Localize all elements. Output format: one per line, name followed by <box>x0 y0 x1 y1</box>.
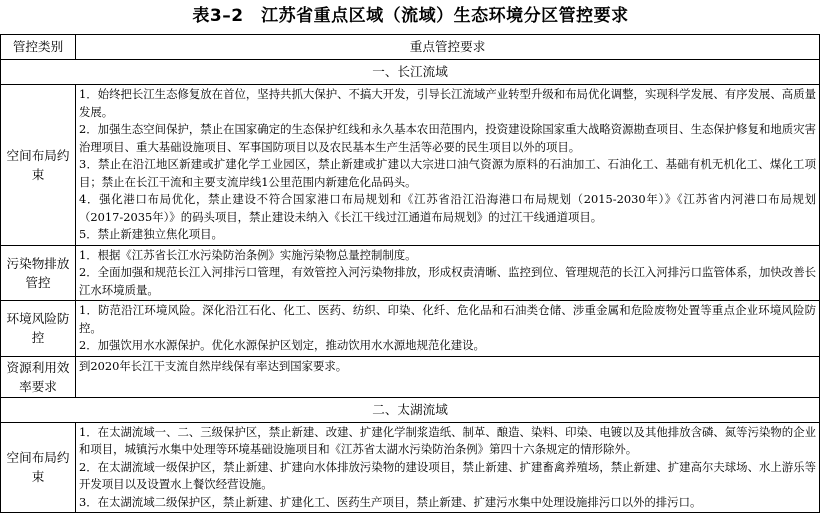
requirements-cell <box>76 422 820 513</box>
requirement-item: 1．在太湖流域一、二、三级保护区，禁止新建、改建、扩建化学制浆造纸、制革、酿造、染料、印染、电镀以及其他排放含磷、氮等污染物的企业和项目，城镇污水集中处理等环境基础设施项目和《江苏省太湖水污染防治条例》第四十六条规定的情形除外。 <box>79 424 816 456</box>
category-cell: 资源利用效率要求 <box>1 356 76 397</box>
requirement-item: 2．全面加强和规范长江入河排污口管理，有效管控入河污染物排放，形成权责清晰、监控到位、管理规范的长江入河排污口监管体系，加快改善长江水环境质量。 <box>79 265 816 297</box>
table-title: 表3–2 江苏省重点区域（流域）生态环境分区管控要求 <box>192 6 629 26</box>
requirement-item: 2．在太湖流域一级保护区，禁止新建、扩建向水体排放污染物的建设项目，禁止新建、扩建畜禽养殖场，禁止新建、扩建高尔夫球场、水上游乐等开发项目以及设置水上餐饮经营设施。 <box>79 459 816 491</box>
requirements-cell <box>76 85 820 246</box>
control-requirements-table <box>0 34 820 513</box>
section-row <box>1 397 820 422</box>
requirement-item: 4．强化港口布局优化，禁止建设不符合国家港口布局规划和《江苏省沿江沿海港口布局规划（2015-2030年）》《江苏省内河港口布局规划（2017-2035年）》的码头项目，禁止建设未纳入《长江干线过江通道布局规划》的过江干线通道项目。 <box>79 192 816 224</box>
category-cell: 污染物排放管控 <box>1 245 76 301</box>
requirement-item: 1．始终把长江生态修复放在首位，坚持共抓大保护、不搞大开发，引导长江流域产业转型升级和布局优化调整，实现科学发展、有序发展、高质量发展。 <box>79 87 816 119</box>
header-category: 管控类别 <box>1 35 76 60</box>
section-heading: 一、长江流域 <box>1 60 820 85</box>
requirement-item: 1．根据《江苏省长江水污染防治条例》实施污染物总量控制制度。 <box>79 247 417 262</box>
requirement-item: 5．禁止新建独立焦化项目。 <box>79 227 223 241</box>
section-row <box>1 60 820 85</box>
table-row <box>1 245 820 301</box>
requirements-cell <box>76 356 820 397</box>
requirement-item: 3．禁止在沿江地区新建或扩建化学工业园区，禁止新建或扩建以大宗进口油气资源为原料的石油加工、石油化工、基础有机无机化工、煤化工项目；禁止在长江干流和主要支流岸线1公里范围内新建危化品码头。 <box>79 157 816 189</box>
requirements-cell <box>76 245 820 301</box>
requirement-item: 2．加强生态空间保护，禁止在国家确定的生态保护红线和永久基本农田范围内，投资建设除国家重大战略资源勘查项目、生态保护修复和地质灾害治理项目、重大基础设施项目、军事国防项目以及农民基本生产生活等必要的民生项目以外的项目。 <box>79 122 816 154</box>
header-requirements: 重点管控要求 <box>76 35 820 60</box>
section-heading: 二、太湖流域 <box>1 397 820 422</box>
requirement-item: 1．防范沿江环境风险。深化沿江石化、化工、医药、纺织、印染、化纤、危化品和石油类仓储、涉重金属和危险废物处置等重点企业环境风险防控。 <box>79 303 816 335</box>
table-row <box>1 422 820 513</box>
table-row <box>1 356 820 397</box>
table-header-row <box>1 35 820 60</box>
category-cell: 空间布局约束 <box>1 422 76 513</box>
requirement-item: 到2020年长江干支流自然岸线保有率达到国家要求。 <box>79 358 348 373</box>
category-cell: 空间布局约束 <box>1 85 76 246</box>
table-row <box>1 301 820 357</box>
category-cell: 环境风险防控 <box>1 301 76 357</box>
requirements-cell <box>76 301 820 357</box>
table-row <box>1 85 820 246</box>
requirement-item: 3．在太湖流域二级保护区，禁止新建、扩建化工、医药生产项目，禁止新建、扩建污水集中处理设施排污口以外的排污口。 <box>79 494 702 509</box>
requirement-item: 2．加强饮用水水源保护。优化水源保护区划定，推动饮用水水源地规范化建设。 <box>79 338 485 352</box>
